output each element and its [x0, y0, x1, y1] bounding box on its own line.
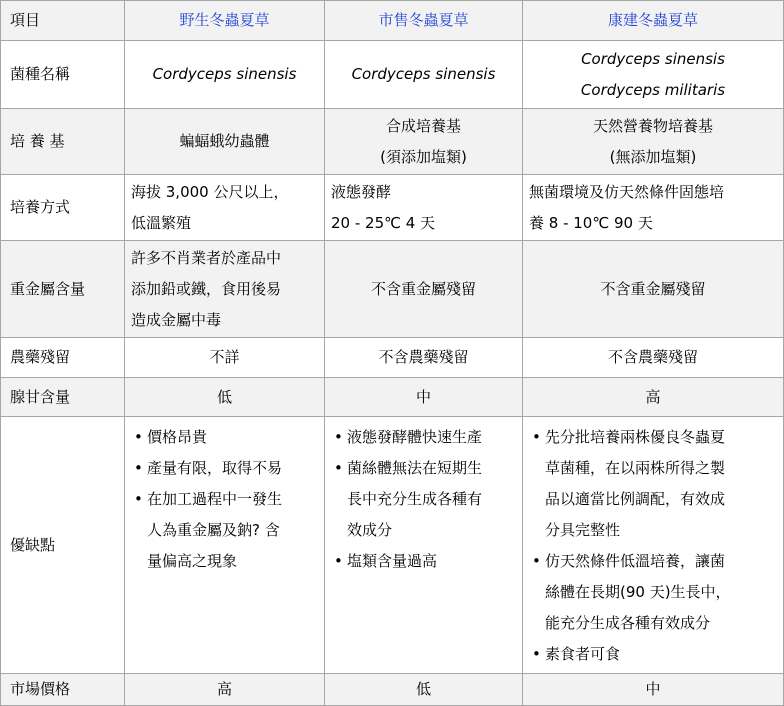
- medium-market: [325, 109, 523, 175]
- bullet-list: [529, 422, 777, 670]
- medium-line: 合成培養基: [385, 116, 461, 135]
- bullet-list: [131, 422, 318, 577]
- row-price: [1, 674, 784, 706]
- heavy-metal-line: 許多不肖業者於產品中: [131, 248, 282, 267]
- medium-line: 天然營養物培養基: [592, 116, 713, 135]
- heavy-metal-wild: [125, 241, 325, 338]
- pesticide-market: 不含農藥殘留: [325, 338, 523, 378]
- list-item-line: • 產量有限，取得不易: [147, 459, 283, 477]
- row-label: 農藥殘留: [1, 338, 125, 378]
- row-label: 菌種名稱: [1, 41, 125, 109]
- list-item-line: 絲體在長期(90 天)生長中，: [545, 583, 731, 601]
- row-medium: [1, 109, 784, 175]
- row-label: 培養方式: [1, 175, 125, 241]
- list-item-line: 人為重金屬及鈉? 含: [147, 521, 280, 539]
- heavy-metal-kangjian: 不含重金屬殘留: [523, 241, 784, 338]
- row-label: 市場價格: [1, 674, 125, 706]
- price-wild: 高: [125, 674, 325, 706]
- list-item-line: 分具完整性: [545, 521, 621, 539]
- adenosine-wild: 低: [125, 378, 325, 417]
- method-wild: [125, 175, 325, 241]
- heavy-metal-line: 造成金屬中毒: [131, 310, 222, 329]
- list-item-line: • 塩類含量過高: [347, 552, 438, 570]
- list-item: [131, 484, 318, 577]
- list-item: [529, 422, 777, 546]
- species-wild: Cordyceps sinensis: [125, 41, 325, 109]
- list-item-line: • 仿天然條件低溫培養，讓菌: [545, 552, 726, 570]
- list-item: [529, 639, 777, 670]
- method-line: 低溫繁殖: [131, 213, 192, 232]
- list-item-line: 品以適當比例調配，有效成: [545, 490, 726, 508]
- list-item-line: 量偏高之現象: [147, 552, 238, 570]
- list-item-line: • 菌絲體無法在短期生: [347, 459, 483, 477]
- list-item: [331, 422, 516, 453]
- list-item: [131, 422, 318, 453]
- list-item: [331, 453, 516, 546]
- medium-line: (無添加塩類): [609, 147, 697, 166]
- adenosine-kangjian: 高: [523, 378, 784, 417]
- row-label: 重金屬含量: [1, 241, 125, 338]
- species-line: Cordyceps sinensis: [581, 49, 725, 68]
- species-line: Cordyceps militaris: [580, 80, 726, 99]
- method-line: 液態發酵: [331, 182, 392, 201]
- row-label: 腺甘含量: [1, 378, 125, 417]
- list-item: [529, 546, 777, 639]
- medium-wild: 蝙蝠蛾幼蟲體: [125, 109, 325, 175]
- pros-cons-kangjian: [523, 417, 784, 674]
- list-item-line: 草菌種，在以兩株所得之製: [545, 459, 726, 477]
- adenosine-market: 中: [325, 378, 523, 417]
- header-wild: 野生冬蟲夏草: [125, 1, 325, 41]
- list-item: [131, 453, 318, 484]
- method-line: 20 - 25℃ 4 天: [331, 213, 436, 232]
- row-species: [1, 41, 784, 109]
- row-pesticide: [1, 338, 784, 378]
- method-line: 無菌環境及仿天然條件固態培: [529, 182, 725, 201]
- row-pros-cons: [1, 417, 784, 674]
- bullet-list: [331, 422, 516, 577]
- method-line: 海拔 3,000 公尺以上，: [131, 182, 289, 201]
- row-adenosine: [1, 378, 784, 417]
- header-row: [1, 1, 784, 41]
- list-item-line: • 先分批培養兩株優良冬蟲夏: [545, 428, 726, 446]
- pesticide-kangjian: 不含農藥殘留: [523, 338, 784, 378]
- medium-line: (須添加塩類): [380, 147, 467, 166]
- list-item-line: 長中充分生成各種有: [347, 490, 483, 508]
- row-heavy-metal: [1, 241, 784, 338]
- medium-kangjian: [523, 109, 784, 175]
- pros-cons-market: [325, 417, 523, 674]
- header-kangjian: 康建冬蟲夏草: [523, 1, 784, 41]
- pros-cons-wild: [125, 417, 325, 674]
- list-item-line: • 價格昂貴: [147, 428, 208, 446]
- header-item: 項目: [1, 1, 125, 41]
- species-market: Cordyceps sinensis: [325, 41, 523, 109]
- heavy-metal-line: 添加鉛或鐵，食用後易: [131, 279, 282, 298]
- list-item-line: • 素食者可食: [545, 645, 621, 663]
- price-kangjian: 中: [523, 674, 784, 706]
- method-market: [325, 175, 523, 241]
- method-line: 養 8 - 10℃ 90 天: [529, 213, 653, 232]
- pesticide-wild: 不詳: [125, 338, 325, 378]
- row-label: 培 養 基: [1, 109, 125, 175]
- heavy-metal-market: 不含重金屬殘留: [325, 241, 523, 338]
- list-item-line: • 液態發酵體快速生產: [347, 428, 483, 446]
- header-market: 市售冬蟲夏草: [325, 1, 523, 41]
- list-item-line: • 在加工過程中一發生: [147, 490, 283, 508]
- row-method: [1, 175, 784, 241]
- row-label: 優缺點: [1, 417, 125, 674]
- method-kangjian: [523, 175, 784, 241]
- list-item-line: 能充分生成各種有效成分: [545, 614, 711, 632]
- list-item-line: 效成分: [347, 521, 393, 539]
- list-item: [331, 546, 516, 577]
- price-market: 低: [325, 674, 523, 706]
- species-kangjian: [523, 41, 784, 109]
